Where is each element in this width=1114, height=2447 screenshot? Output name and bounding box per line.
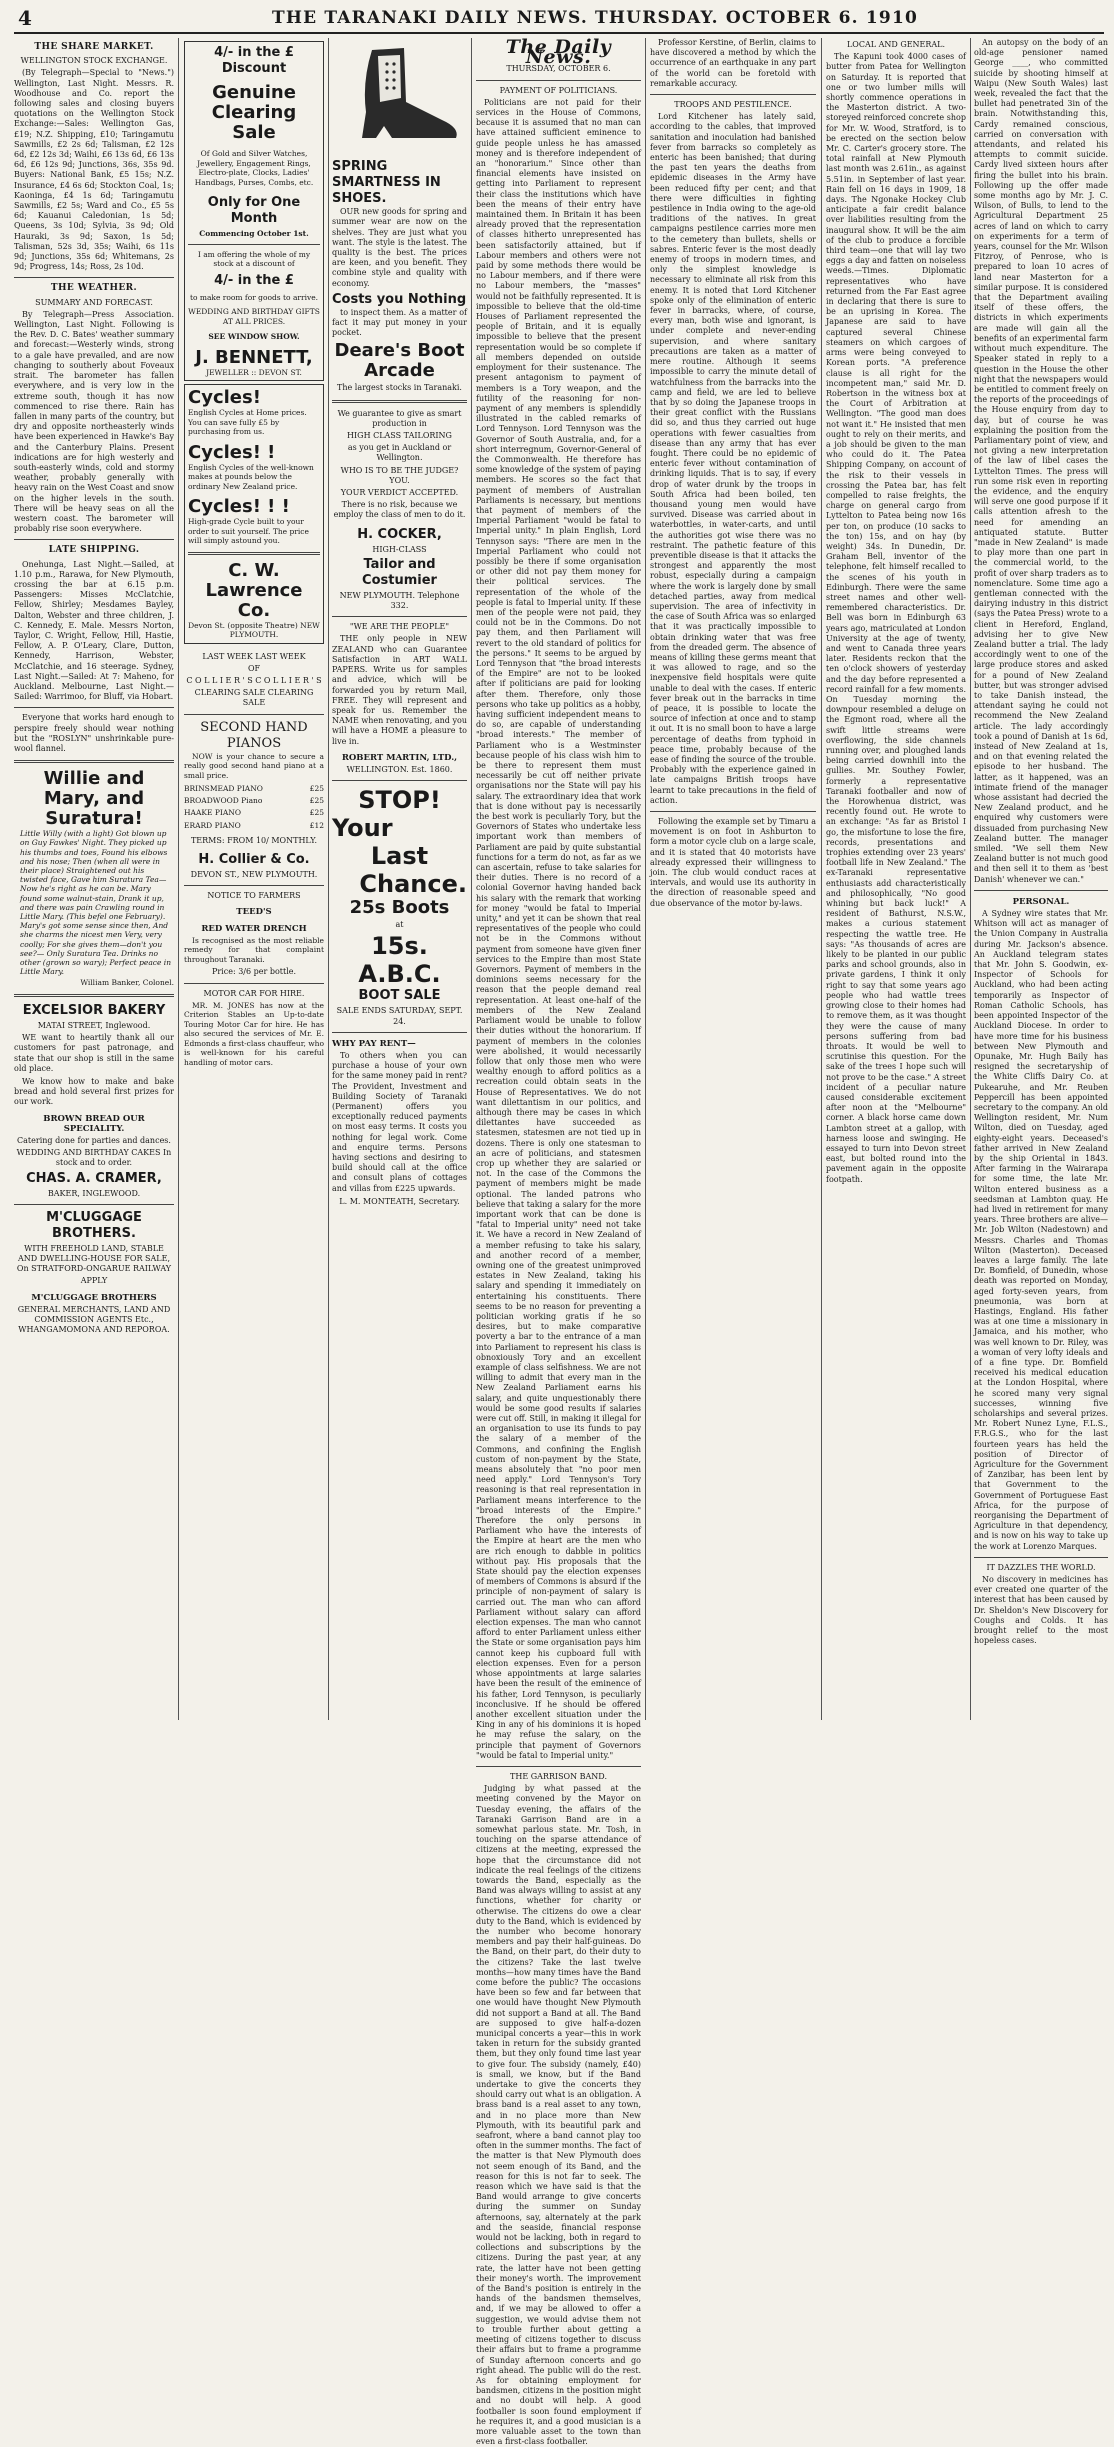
discount-title: 4/- in the £ Discount — [214, 45, 294, 76]
divider — [332, 616, 467, 617]
bakery-body-2: We know how to make and bake bread and hold several first prizes for our work. — [14, 1076, 174, 1107]
politicians-heading: PAYMENT OF POLITICIANS. — [499, 85, 618, 95]
costs-body: to inspect them. As a matter of fact it may put money in your pocket. — [332, 307, 467, 338]
bakery-body: WE want to heartily thank all our customers for past patronage, and state that our shop is still in the same old place. — [14, 1033, 174, 1073]
daily-news-flag: The Daily News. — [505, 36, 612, 69]
people-heading: "WE ARE THE PEOPLE" — [349, 622, 450, 632]
divider — [974, 1557, 1108, 1558]
page-number: 4 — [18, 6, 32, 30]
people-body: THE only people in NEW ZEALAND who can Guarantee Satisfaction in ART WALL PAPERS. Write us for samples and advice, which will be forwarded you by return Mail, FREE. They will represent and speak for us. Remember the NAME when renovating, and you will have a HOME a pleasure to live in. — [332, 634, 467, 746]
shipping-body: Onehunga, Last Night.—Sailed, at 1.10 p.m., Rarawa, for New Plymouth, crossing the bar at 6.15 p.m. Passengers: Misses McClatchie, Fellow, Shirley; Mesdames Bayley, Dalton, Webster and three children, J. C. Kennedy, E. Male. Messrs Norton, Taylor, C. Wright, Fellow, Hill, Hastie, Fellow, A. P. O'Leary, Clare, Dutton, Kennedy, Harrison, Webster, McClatchie, and 16 steerage. Sydney, Last Night.—Sailed: At 7: Maheno, for Auckland. Melbourne, Last Night.—Sailed: Warrimoo, for Bluff, via Hobart. — [14, 559, 174, 702]
deare-tagline: The largest stocks in Taranaki. — [337, 383, 462, 393]
bakery-heading: EXCELSIOR BAKERY — [22, 1002, 166, 1018]
brown-bread-speciality: BROWN BREAD OUR SPECIALITY. — [43, 1113, 145, 1134]
dazzles-heading: IT DAZZLES THE WORLD. — [986, 1562, 1096, 1572]
column-1 — [14, 38, 174, 1722]
divider — [184, 983, 324, 984]
lawrence-address: Devon St. (opposite Theatre) NEW PLYMOUTH. — [188, 620, 320, 639]
divider — [332, 1032, 467, 1033]
motorcar-body: MR. M. JONES has now at the Criterion Stables an Up-to-date Touring Motor Car for hire. He has also secured the services of Mr. E. Edmonds a first-class chauffeur, who is well-known for his careful handling of motor cars. — [184, 1000, 324, 1067]
martin-name: ROBERT MARTIN, LTD., — [341, 752, 458, 763]
issue-date: THURSDAY, OCTOBER 6. — [506, 64, 611, 74]
divider — [974, 890, 1108, 891]
last-week: LAST WEEK LAST WEEK — [202, 651, 306, 661]
farmers-notice: NOTICE TO FARMERS — [207, 891, 301, 901]
deare-boot-arcade: Deare's Boot Arcade — [334, 340, 465, 382]
commencing-date: Commencing October 1st. — [199, 229, 309, 238]
cycles-body-1: English Cycles at Home prices. You can save fully £5 by purchasing from us. — [188, 408, 307, 436]
column-divider — [471, 38, 472, 1720]
column-6 — [826, 38, 966, 1722]
pianos-heading: SECOND HAND PIANOS — [200, 719, 308, 751]
offer-discount: 4/- in the £ — [214, 272, 294, 288]
column-divider — [178, 38, 179, 1720]
masthead — [14, 6, 1106, 30]
divider — [650, 811, 816, 812]
martin-address: WELLINGTON. Est. 1860. — [346, 764, 453, 774]
spring-smartness: SPRING SMARTNESS IN SHOES. — [332, 159, 441, 207]
local-general-heading: LOCAL AND GENERAL. — [846, 40, 946, 49]
teeds-name: TEED'S — [236, 907, 272, 918]
dazzles-body: No discovery in medicines has ever created one quarter of the interest that has been caused by Dr. Sheldon's New Discovery for Coughs and Colds. It has brought relief to the most hopeless cases. — [974, 1575, 1108, 1646]
last-line: Last — [370, 842, 429, 871]
cocker-address: NEW PLYMOUTH. Telephone 332. — [339, 590, 460, 611]
rent-signature: L. M. MONTEATH, Secretary. — [339, 1196, 460, 1206]
chance-line: Chance. — [359, 870, 467, 899]
divider — [188, 244, 320, 245]
cycles-heading-3: Cycles! ! ! — [188, 496, 290, 517]
column-divider — [645, 38, 646, 1720]
divider — [332, 400, 467, 403]
newspaper-title: THE TARANAKI DAILY NEWS. THURSDAY. OCTOBER 6. 1910 — [271, 8, 919, 28]
motorcar-heading: MOTOR CAR FOR HIRE. — [203, 988, 305, 998]
high-class: HIGH-CLASS — [372, 544, 427, 554]
tailor-costumier: Tailor and Costumier — [362, 556, 437, 588]
judge-line: WHO IS TO BE THE JUDGE? YOU. — [340, 465, 459, 485]
divider — [650, 94, 816, 95]
cramer-address: BAKER, INGLEWOOD. — [47, 1188, 141, 1198]
willie-mary-title: Willie and Mary, and Suratura! — [43, 768, 145, 830]
tailoring-line-2: as you get in Auckland or Wellington. — [347, 443, 452, 463]
drench-body: Is recognised as the most reliable remedy for that complaint throughout Taranaki. — [184, 935, 324, 964]
column-4 — [476, 36, 641, 2447]
table-row: HAAKE PIANO £25 — [184, 808, 324, 818]
colliers-line: C O L L I E R ' S C O L L I E R ' S — [186, 675, 322, 685]
spring-body: OUR new goods for spring and summer wear are now on the shelves. They are just what you want. The style is the latest. The quality is the best. The prices are keen, and you benefit. They combine style and quality with economy. — [332, 207, 467, 288]
weather-subheading: SUMMARY AND FORECAST. — [35, 297, 153, 307]
masthead-rule — [14, 32, 1104, 34]
offer-text: I am offering the whole of my stock at a discount of — [197, 249, 311, 268]
personal-body: A Sydney wire states that Mr. Whitson will act as manager of the Union Company in Australia during Mr. Jackson's absence. An Auckland telegram states that Mr. John S. Goodwin, ex-Inspector of Schools for Auckland, who had been acting temporarily as Inspector of Roman Catholic Schools, has been appointed Inspector of the Auckland Diocese. In order to have more time for his business between New Plymouth and Opunake, Mr. Hugh Baily has resigned the secretaryship of the White Cliffs Dairy Co. at Pukearuhe, and Mr. Reuben Peppercill has been appointed secretary to the company. An old Wellington resident, Mr. Num Wilton, died on Tuesday, aged eighty-eight years. Deceased's father arrived in New Zealand by the ship Oriental in 1843. After farming in the Wairarapa for some time, the late Mr. Wilton entered business as a seedsman at Lambton quay. He had lived in retirement for many years. Three brothers are alive—Mr. Job Wilton (Nadestown) and Messrs. Charles and Thomas Wilton (Masterton). Deceased leaves a large family. The late Dr. Bomfield, of Dunedin, whose death was reported on Monday, aged forty-seven years, from pneumonia, was born at Hastings, England. His father was at one time a missionary in Jamaica, and his mother, who was well known to Dr. Riley, was a woman of very lofty ideals and of a fine type. Dr. Bomfield received his medical education at the London Hospital, where he scored many very signal successes, winning five scholarships and several prizes. Mr. Robert Nunez Lyne, F.L.S., F.R.G.S., who for the last fourteen years has held the position of Director of Agriculture for the Government of Zanzibar, has been lent by that Government to the Government of Portuguese East Africa, for the purpose of reorganising the Department of Agriculture in that dependency, and is now on his way to take up the work at Lorenzo Marques. — [974, 909, 1108, 1551]
tailoring-line: HIGH CLASS TAILORING — [347, 431, 452, 441]
divider — [332, 780, 467, 781]
costs-nothing: Costs you Nothing — [332, 291, 467, 307]
troops-heading: TROOPS AND PESTILENCE. — [674, 100, 792, 110]
troops-body: Lord Kitchener has lately said, according to the cables, that improved sanitation and inoculation had banished fever from barracks so completely as enteric has been banished; that during the past ten years the deaths from epidemic diseases in the Army have been reduced fifty per cent; and that there were difficulties in fighting pestilence in India owing to the age-old traditions of the natives. In great campaigns pestilence carries more men to the cemetery than bullets, shells or sabres. Enteric fever is the most deadly enemy of troops in modern times, and only the simplest knowledge is necessary to eliminate all risk from this enemy. It is noted that Lord Kitchener spoke only of the elimination of enteric fever in barracks, where, of course, every man, both wise and ignorant, is under complete and never-ending supervision, and where sanitary precautions are taken as a matter of mere routine. Although it seems impossible to carry the minute detail of watchfulness from the barracks into the camp and field, we are led to believe that by so doing the Japanese troops in their great conflict with the Russians did so, and thus they carried out huge operations with fewer casualties from disease than any army that has ever fought. There could be no epidemic of enteric fever without contamination of drinking liquids. That is to say, if every drop of water drunk by the troops in South Africa had been boiled, ten thousand young men would have survived. Disease was carried about in waterbottles, in water-carts, and until the authorities got wise there was no restraint. The pathetic feature of this preventible disease is that it attacks the strongest and apparently the most robust, especially during a campaign where the work is largely done by small detached parties, away from medical supervision. The area of infectivity in the case of South Africa was so enlarged that it was practically impossible to obtain drinking water that was free from the dreaded germ. The absence of means of killing these germs meant that it was allowed to rage, and so the inexpensive field hospitals were quite unable to deal with the cases. If enteric fever break out in the barracks in time of peace, it is possible to locate the source of infection at once and to stamp it out. It is no small boon to have a large percentage of deaths from typhoid in peace time, probably because of the ease of finding the source of the trouble. Probably with the experience gained in late campaigns British troops have learnt to take precautions in the field of action. — [650, 112, 816, 805]
collier-name: H. Collier & Co. — [198, 852, 310, 868]
roslyn-notice: Everyone that works hard enough to perspire freely should wear nothing but the "ROSLYN" unshrinkable pure-wool flannel. — [14, 713, 174, 753]
cycles-body-2: English Cycles of the well-known makes at pounds below the ordinary New Zealand price. — [188, 462, 314, 491]
divider — [184, 714, 324, 715]
share-market-subheading: WELLINGTON STOCK EXCHANGE. — [20, 56, 168, 66]
divider — [14, 707, 174, 708]
divider — [14, 539, 174, 540]
boot-sale: BOOT SALE — [358, 988, 441, 1004]
divider — [476, 80, 641, 81]
bakery-address: MATAI STREET, Inglewood. — [37, 1020, 151, 1030]
divider — [476, 1766, 641, 1767]
cocker-intro: We guarantee to give as smart production in — [337, 408, 462, 428]
cramer-name: CHAS. A. CRAMER, — [26, 1170, 162, 1186]
sale-price: 15s. — [371, 932, 428, 961]
one-month: Only for One Month — [207, 195, 301, 226]
mccluggage-heading: M'CLUGGAGE BROTHERS. — [46, 1209, 142, 1241]
terms-line: TERMS: FROM 10/ MONTHLY. — [190, 835, 318, 845]
column-2 — [184, 38, 324, 1722]
cycles-heading-1: Cycles! — [188, 387, 261, 408]
window-show: SEE WINDOW SHOW. — [208, 332, 300, 341]
pianos-body: NOW is your chance to secure a really good second hand piano at a small price. — [184, 751, 324, 780]
piano-price-list — [184, 783, 324, 832]
divider — [14, 994, 174, 997]
cocker-name: H. COCKER, — [357, 526, 442, 542]
your-line: Your — [332, 814, 393, 843]
column-7 — [974, 38, 1108, 1722]
weather-heading: THE WEATHER. — [50, 283, 138, 294]
table-row: BRINSMEAD PIANO £25 — [184, 784, 324, 794]
divider — [14, 277, 174, 278]
column-3 — [332, 38, 467, 1722]
column-divider — [970, 38, 971, 1720]
col7-body-a: An autopsy on the body of an old-age pensioner named George ____, who committed suicide by shooting himself at Waipu (New South Wales) last week, revealed the fact that the bullet had penetrated 3in of the brain. Notwithstanding this, Cardy remained conscious, carried on conversation with attendants, and related his attempts to commit suicide. Cardy lived sixteen hours after firing the bullet into his brain. Following up the offer made some months ago by Mr. J. C. Wilson, of Bulls, to lend to the Agricultural Department 25 acres of land on which to carry on experiments for a term of years, counsel for the Mr. Wilson Fitzroy, of Penrose, who is prepared to loan 10 acres of land near Masterton for a similar purpose. It is considered that the Department availing itself of these offers, the districts in which experiments are made will gain all the benefits of an experimental farm without much expenditure. The Speaker stated in reply to a question in the House the other night that the newspapers would be entitled to comment freely on the reports of the proceedings of the House enquiry from day to day, but of course he was explaining the position from the Parliamentary point of view, and not giving a new interpretation of the law of libel cases the Lyttelton Times. The press will run some risk even in reporting the evidence, and the enquiry will serve one good purpose if it calls attention afresh to the need for amending an antiquated statute. Butter "made in New Zealand" is made to play more than one part in the commercial world, to the profit of over sharp traders as to nomenclature. Some time ago a gentleman connected with the dairying industry in this district (says the Patea Press) wrote to a client in Hereford, England, advising her to give New Zealand butter a trial. The lady accordingly went to one of the large produce stores and asked for a pound of New Zealand butter, but was stronger advised to take Danish instead, the attendant saying he could not recommend the New Zealand article. The lady accordingly took a pound of Danish at 1s 6d, instead of New Zealand at 1s, and on that evening related the episode to her husband. The latter, as it happened, was an intimate friend of the manager whose assistant had decried the New Zealand product, and he enquired why customers were dissuaded from purchasing New Zealand butter. The manager smiled. "We sell them New Zealand butter is not much good and then sell it to them as 'best Danish' whenever we can." — [974, 38, 1108, 884]
local-general-body: The Kapuni took 4000 cases of butter from Patea for Wellington on Saturday. It is reported that one or two lumber mills will shortly commence operations in the Masterton district. A two-storeyed reinforced concrete shop for Mr. W. Wood, Stratford, is to be erected on the section below Mr. C. Carter's grocery store. The total rainfall at New Plymouth last month was 2.61in., as against 5.51in. in September of last year. Rain fell on 16 days in 1909, 18 days. The Ngonake Hockey Club anticipate a fair credit balance over liabilities resulting from the inaugural show. It will be the aim of the club to produce a forcible third team—one that will lay two eggs a day and fatten on noiseless weeds.—Times. Diplomatic representatives who have returned from the Far East agree in declaring that there is sure to be an uprising in Korea. The Japanese are said to have captured several Chinese steamers on which cargoes of arms were being conveyed to Korean ports. "A preference clause is all right for the incompetent man," said Mr. D. Robertson in the witness box at the Court of Arbitration at Wellington. "The good man does not want it." He insisted that men ought to rely on their merits, and a job should be given to the man who could do it. The Patea Shipping Company, on account of the risk to their vessels in crossing the Patea bar, has felt compelled to raise freights, the charge on general cargo from Lyttelton to Patea being now 16s per ton, on produce (10 sacks to the ton) 15s, and on hay (by weight) 34s. In Dunedin, Dr. Graham Bell, inventor of the telephone, felt himself recalled to the scenes of his youth in Edinburgh. There were the same street names and other well-remembered characteristics. Dr. Bell was born in Edinburgh 63 years ago, matriculated at London University at the age of twenty, and went to Canada three years later. Residents reckon that the ten o'clock showers of yesterday and the day before represented a record rainfall for a few moments. On Tuesday morning the downpour resembled a deluge on the Egmont road, where all the swift little streams were overflowing, the side channels running over, and ploughed lands being carried downhill into the gullies. Mr. Southey Fowler, formerly a representative Taranaki footballer and now of the Horowhenua district, was recently found out. He wrote to an exchange: "As far as Bristol I go, the misfortune to lose the fire, records, presentations and trophies extending over 23 years' football life in New Zealand." The ex-Taranaki representative enthusiasts add characteristically and philosophically, "No good whining but back luck!" A resident of Bathurst, N.S.W., makes a curious statement respecting the wattle tree. He says: "As thousands of acres are likely to be planted in our public parks and school grounds, also in private gardens, I think it only right to say that some years ago people who had wattle trees growing close to their homes had to remove them, as it was thought they were the cause of many persons suffering from bad throats. It would be well to scrutinise this question. For the sake of the trees I hope such will not prove to be the case." A street incident of a peculiar nature caused considerable excitement after noon at the "Melbourne" corner. A black horse came down Lambton street at a gallop, with harness loose and swinging. He essayed to turn into Devon street east, but bolted round into the pavement again in the opposite footpath. — [826, 52, 966, 1184]
cakes-line: WEDDING AND BIRTHDAY CAKES In stock and to order. — [16, 1148, 172, 1168]
garrison-band-heading: THE GARRISON BAND. — [510, 1771, 607, 1781]
verdict-line: YOUR VERDICT ACCEPTED. — [340, 488, 459, 498]
cycles-body-3: High-grade Cycle built to your order to suit yourself. The price will simply astound you. — [188, 517, 309, 545]
weather-body: By Telegraph—Press Association. Wellington, Last Night. Following is the Rev. D. C. Bates' weather summary and forecast:—Westerly winds, strong to a gale have prevailed, and are now changing to southerly about Foveaux strait. The barometer has fallen everywhere, and is very low in the extreme south, though it has now commenced to rise there. Rain has fallen in many parts of the country, but dry and opposite northeasterly winds have been experienced in Hawke's Bay and the Canterbury Plains. Present indications are for high westerly and south-easterly winds, cold and stormy weather, probably generally with heavy rain on the West Coast and snow on the higher levels in the south. There will be heavy seas on all the western coast. The barometer will probably rise soon everywhere. — [14, 309, 174, 534]
clearing-sale-line: CLEARING SALE CLEARING SALE — [194, 688, 314, 708]
divider — [188, 552, 320, 555]
poem-signature: William Banker, Colonel. — [80, 978, 174, 988]
apply-line: APPLY — [80, 1276, 108, 1286]
table-row: BROADWOOD Piano £25 — [184, 796, 324, 806]
rent-body: To others when you can purchase a house of your own for the same money paid in rent? The Provident, Investment and Building Society of Taranaki (Permanent) offers you exceptionally reduced payments on most easy terms. It costs you nothing for legal work. Come and enquire terms. Persons having sections and desiring to build should call at the office and consult plans of cottages and villas from £225 upwards. — [332, 1050, 467, 1193]
divider — [184, 885, 324, 886]
share-market-heading: THE SHARE MARKET. — [34, 42, 154, 52]
bennett-ad — [184, 41, 324, 381]
bennett-address: JEWELLER :: DEVON ST. — [206, 367, 302, 377]
column-divider — [328, 38, 329, 1720]
catering-line: Catering done for parties and dances. — [17, 1135, 171, 1145]
column-divider — [821, 38, 822, 1720]
clearing-items: Of Gold and Silver Watches, Jewellery, Engagement Rings, Electro-plate, Clocks, Ladies' Handbags, Purses, Combs, etc. — [194, 149, 314, 187]
sale-ends: SALE ENDS SATURDAY, SEPT. 24. — [336, 1006, 463, 1026]
divider — [14, 1204, 174, 1205]
bennett-name: J. BENNETT, — [195, 346, 313, 368]
abc-name: A.B.C. — [358, 960, 441, 989]
personal-heading: PERSONAL. — [1012, 896, 1070, 907]
collier-address: DEVON ST., NEW PLYMOUTH. — [190, 870, 318, 880]
suratura-poem: Little Willy (with a light) Got blown up on Guy Fawkes' Night. They picked up his thumbs and toes, Found his elbows and his nose; Then (when all were in their place) Straightened out his twisted face, Gave him Suratura Tea— Now he's right as he can be. Mary found some walnut-stain, Drank it up, and there was pain Crawling round in Little Mary. (This befel one February). Mary's got some sense since then, And she charms the nicest men Very, very coolly; For she gives them—don't you see?— Only Suratura Tea. Drinks no other (grown so wary); Perfect peace in Little Mary. — [20, 829, 172, 977]
cycles-heading-2: Cycles! ! — [188, 441, 276, 463]
share-market-body: (By Telegraph—Special to "News.") Wellington, Last Night. Messrs. R. Woodhouse and Co. report the following sales and closing buyers quotations on the Wellington Stock Exchange:—Sales: Wellington Gas, £19; N.Z. Shipping, £10; Taringamutu Sawmills, £2 2s 6d; Talisman, £2 12s 6d, £2 12s 3d; Waihi, £6 13s 6d, £6 13s 6d, £6 12s 9d; Junctions, 36s, 35s 9d. Buyers: National Bank, £5 15s; N.Z. Insurance, £4 6s 6d; Stockton Coal, 1s; Kaoninga, £4 1s 6d; Taringamutu Sawmills, £2 5s; Ward and Co., £5 5s 6d; Kauanui Caledonian, 1s 5d; Queens, 3s 10d; Sylvia, 3s 9d; Old Hauraki, 3s 9d; Saxon, 1s 5d; Talisman, 52s 3d, 35s; Waihi, 6s 11s 9d; Junctions, 35s 6d; Whitemans, 2s 9d; Progress, 14s; Ross, 2s 10d. — [14, 68, 174, 272]
risk-line: There is no risk, because we employ the class of men to do it. — [333, 500, 466, 520]
shipping-heading: LATE SHIPPING. — [48, 545, 140, 556]
offer-tail: to make room for goods to arrive. — [189, 292, 319, 302]
boot-illustration-icon — [332, 42, 467, 152]
of-line: OF — [247, 663, 261, 673]
red-water-drench: RED WATER DRENCH — [201, 923, 307, 934]
boots-line: 25s Boots — [349, 897, 450, 919]
mccluggage-agents: GENERAL MERCHANTS, LAND AND COMMISSION AGENTS Etc., WHANGAMOMONA AND REPOROA. — [17, 1304, 171, 1335]
table-row: ERARD PIANO £12 — [184, 820, 324, 830]
motor-cycle-paragraph: Following the example set by Timaru a movement is on foot in Ashburton to form a motor cycle club on a large scale, and it is stated that 40 motorists have already expressed their willingness to join. The club would conduct races at intervals, and would use its authority in the direction of reasonable speed and due observance of the motor by-laws. — [650, 817, 816, 908]
garrison-band-body: Judging by what passed at the meeting convened by the Mayor on Tuesday evening, the affairs of the Taranaki Garrison Band are in a somewhat parlous state. Mr. Tosh, in touching on the sparse attendance of citizens at the meeting, expressed the hope that the circumstance did not indicate the real feelings of the citizens towards the Band, especially as the Band was always willing to assist at any functions, whether for charity or otherwise. The citizens do owe a clear duty to the Band, which is evidenced by the number who become honorary members and pay their half-guineas. Do the Band, on their part, do their duty to the citizens? Take the last twelve months—how many times have the Band come before the public? The occasions have been so few and far between that one would have thought New Plymouth did not support a Band at all. The Band are supposed to give half-a-dozen municipal concerts a year—this in work taken in return for the subsidy granted them, but they only found time last year to give four. The subsidy (namely, £40) is small, we know, but if the Band undertake to give the concerts they should carry out what is an obligation. A brass band is a real asset to any town, and in no place more than New Plymouth, with its beautiful park and seafront, where a band cannot play too often in the summer months. The fact of the matter is that New Plymouth does not seem enough of its Band, and the reason for this is not far to seek. The reason which we have said is that the Band would arrange to give concerts during the summer on Sunday afternoons, say, alternately at the park and the seaside, financial response would not be lacking, both in regard to collections and subscriptions by the citizens. During the past year, at any rate, the latter have not been getting their money's worth. The improvement of the Band's position is entirely in the hands of the bandsmen themselves, and, if we may be allowed to offer a suggestion, we would advise them not to trouble further about getting a meeting of citizens together to discuss their affairs but to frame a programme of Sunday afternoon concerts and go right ahead. The public will do the rest. As for obtaining employment for bandsmen, citizens in the position might and no doubt will help. A good footballer is soon found employment if he requires it, and a good musician is a more valuable asset to the town than even a first-class footballer. — [476, 1784, 641, 2447]
at-line: at — [395, 920, 404, 930]
earthquake-paragraph: Professor Kerstine, of Berlin, claims to have discovered a method by which the occurrence of an earthquake in any part of the world can be foretold with remarkable accuracy. — [650, 38, 816, 88]
mccluggage-brothers: M'CLUGGAGE BROTHERS — [31, 1292, 157, 1303]
stop-heading: STOP! — [358, 786, 441, 815]
gifts-line: WEDDING AND BIRTHDAY GIFTS AT ALL PRICES. — [188, 307, 320, 326]
cycles-ad — [184, 384, 324, 644]
divider — [14, 760, 174, 763]
politicians-body: Politicians are not paid for their services in the House of Commons, because it is assumed that no man can have attained sufficient eminence to guide people unless he has amassed money and is therefore independent of an "honorarium." Since other than financial elements have insisted on getting into Parliament to represent their class the institutions which have been the means of their entry have maintained them. In Britain it has been already proved that the representation of classes hitherto unrepresented has been satisfactorily attained, but if Labour members and others were not paid by some methods there would be no Labour members, and if there were no Labour members, the "masses" would not be faithfully represented. It is impossible to believe that the old-time Houses of Parliament represented the people of Britain, and it is equally impossible to believe that the present representation would be so complete if all members depended on outside employment for their sustenance. The present antagonism to payment of members is a Tory weapon, and the futility of the reasoning for non-payment of any members is splendidly illustrated in the cabled remarks of Lord Tennyson. Lord Tennyson was the Governor of South Australia, and, for a short interregnum, Governor-General of the Commonwealth. He therefore has some knowledge of the system of paying members. He scores so the fact that payment of members of Australian Parliaments is necessary, but mentions that payment of members of the Imperial Parliament "would be fatal to Imperial unity." In plain English, Lord Tennyson says: "There are men in the Imperial Parliament who could not possibly be there if some organisation or other did not pay them money for their political services. The representation of the whole of the people is fatal to Imperial unity. If these men of the people were not paid, they could not be in the Commons. Do not pay them, and then Parliament will revert to the old standard of politics for the persons." It seems to be argued by Lord Tennyson that "the broad interests of the Empire" are not to be looked after if politicians are paid for looking after them. Therefore, only those persons who take up politics as a hobby, having sufficient independent means to do so, are capable of understanding "broad interests." The member of Parliament who is a Westminster because people of his class wish him to be there to represent them must necessarily be cut off neither private organisations nor the State will pay his salary. The extraordinary idea that work that is done without pay is necessarily the best work is peculiarly Tory, but the Governors of States who undertake less important work than members of Parliament are paid by quite substantial functions for a term do not, as far as we can ascertain, refuse to take salaries for their duties. There is no record of a colonial Governor having handed back his salary with the remark that working for money "would be fatal to Imperial unity," and yet it can be shown that real representatives of the people who could not be in the Commons without payment from someone have given finer services to the Empire than most State Governors. Payment of members in the dominions seems necessary for the reason that the people demand real representation. At least one-half of the members of the New Zealand Parliament would be unable to follow their duties without the honorarium. If payment of members in the colonies were abolished, it would necessarily follow that only those men who were wealthy enough to afford politics as a recreation could obtain seats in the House of Representatives. We do not want dilettantism in our politics, and although there may be cases in which dilettantes have succeeded as statesmen, statesmen are not tied up in dozens. There is only one statesman to an acre of politicians, and statesmen crop up whether they are salaried or not. In the case of the Commons the payment of members might be made optional. The landed patrons who believe that taking a salary for the more important work that can be done is "fatal to Imperial unity" need not take it. We have a record in New Zealand of a member refusing to take his salary, and another record of a member, owning one of the greatest unimproved estates in New Zealand, taking his salary and spending it immediately on entertaining his constituents. There seems to be no reason for preventing a politician working gratis if he so desires, but to make comparative poverty a bar to the entrance of a man into Parliament to represent his class is obnoxiously Tory and an excellent example of class selfishness. We are not willing to admit that every man in the New Zealand Parliament earns his salary, and quite unquestionably there would be some good results if salaries were cut off. Still, in making it illegal for an organisation to use its funds to pay the salary of a member of the Commons, and confining the English custom of non-payment by the State, means absolutely that "no poor men need apply." Lord Tennyson's Tory reasoning is that real representation in Parliament means interference to the "broad interests of the Empire." Therefore the only persons in Parliament who have the interests of the Empire at heart are the men who are rich enough to dabble in politics without pay. His proposals that the State should pay the election expenses of members of Commons is absurd if the principle of non-payment of salary is carried out. The man who can afford Parliament without salary can afford election expenses. The man who cannot afford to enter Parliament unless either the State or some organisation pays him cannot keep his cupboard full with election expenses. Even for a person whose appointments at large salaries have been the result of the eminence of his father, Lord Tennyson, is peculiarly inconclusive. If he should be offered another excellent situation under the King in any of his dominions it is hoped he may refuse the salary, on the principle that payment of Governors "would be fatal to Imperial unity." — [476, 97, 641, 1760]
drench-price: Price: 3/6 per bottle. — [211, 967, 297, 977]
column-5 — [650, 38, 816, 1722]
rent-heading: WHY PAY RENT— — [332, 1038, 416, 1049]
genuine-clearing-sale: Genuine Clearing Sale — [211, 82, 297, 143]
lawrence-name: C. W. Lawrence Co. — [205, 559, 303, 621]
freehold-ad: WITH FREEHOLD LAND, STABLE AND DWELLING-HOUSE FOR SALE, On STRATFORD-ONGARUE RAILWAY — [16, 1243, 172, 1274]
